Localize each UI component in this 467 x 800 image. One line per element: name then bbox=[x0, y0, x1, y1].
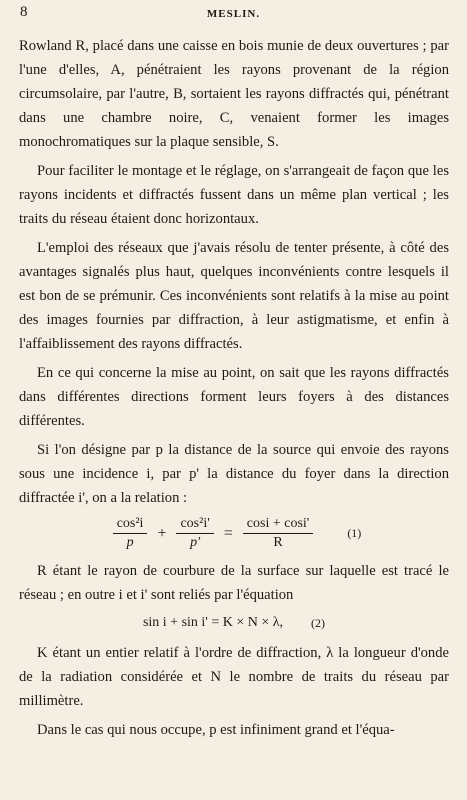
page-number: 8 bbox=[20, 4, 28, 20]
fraction-rhs bbox=[243, 516, 314, 551]
running-title: MESLIN. bbox=[206, 8, 261, 20]
fraction-2-denominator: p' bbox=[190, 535, 201, 550]
equation-1-label: (1) bbox=[347, 526, 362, 540]
body-text bbox=[19, 34, 449, 747]
paragraph-7: K étant un entier relatif à l'ordre de diffraction, λ la longueur d'onde de la radiation considérée et N le nombre de traits du réseau par millimètre. bbox=[19, 645, 449, 709]
fraction-2-numerator: cos²i' bbox=[176, 516, 213, 534]
paragraph-2: Pour faciliter le montage et le réglage, on s'arrangeait de façon que les rayons incidents et diffractés fussent dans un même plan vertical ; les traits du réseau étaient donc horizontaux. bbox=[19, 163, 449, 227]
fraction-rhs-denominator: R bbox=[273, 535, 283, 550]
plus-sign: + bbox=[157, 524, 167, 542]
paragraph-1: Rowland R, placé dans une caisse en bois munie de deux ouvertures ; par l'une d'elles, A, pénétraient les rayons provenant de la région circumsolaire, par l'autre, B, sortaient les rayons diffractés qui, pénétrant dans une chambre noire, C, venaient former les images monochromatiques sur la plaque sensible, S. bbox=[19, 38, 449, 150]
equation-2-text: sin i + sin i' = K × N × λ, bbox=[142, 615, 284, 630]
equation-1 bbox=[19, 516, 449, 551]
paragraph-5: Si l'on désigne par p la distance de la source qui envoie des rayons sous une incidence i, par p' la distance du foyer dans la direction diffractée i', on a la relation : bbox=[19, 442, 449, 506]
paragraph-4: En ce qui concerne la mise au point, on sait que les rayons diffractés dans différentes directions forment leurs foyers à des distances différentes. bbox=[19, 365, 449, 429]
equals-sign: = bbox=[223, 524, 233, 542]
equation-2-label: (2) bbox=[311, 615, 326, 630]
fraction-1 bbox=[113, 516, 148, 551]
paragraph-8: Dans le cas qui nous occupe, p est infiniment grand et l'équa- bbox=[37, 722, 395, 738]
paragraph-6: R étant le rayon de courbure de la surface sur laquelle est tracé le réseau ; en outre i et i' sont reliés par l'équation bbox=[19, 563, 449, 603]
fraction-1-denominator: p bbox=[126, 535, 134, 550]
paragraph-3: L'emploi des réseaux que j'avais résolu de tenter présente, à côté des avantages signalés plus haut, quelques inconvénients contre lesquels il est bon de se prémunir. Ces inconvénients sont relatifs à la mise au point des images fournies par diffraction, à leur astigmatisme, et enfin à l'affaiblissement des rayons diffractés. bbox=[19, 240, 449, 352]
fraction-2 bbox=[176, 516, 213, 551]
fraction-1-numerator: cos²i bbox=[113, 516, 148, 534]
equation-2 bbox=[19, 615, 449, 631]
fraction-rhs-numerator: cosi + cosi' bbox=[243, 516, 314, 534]
